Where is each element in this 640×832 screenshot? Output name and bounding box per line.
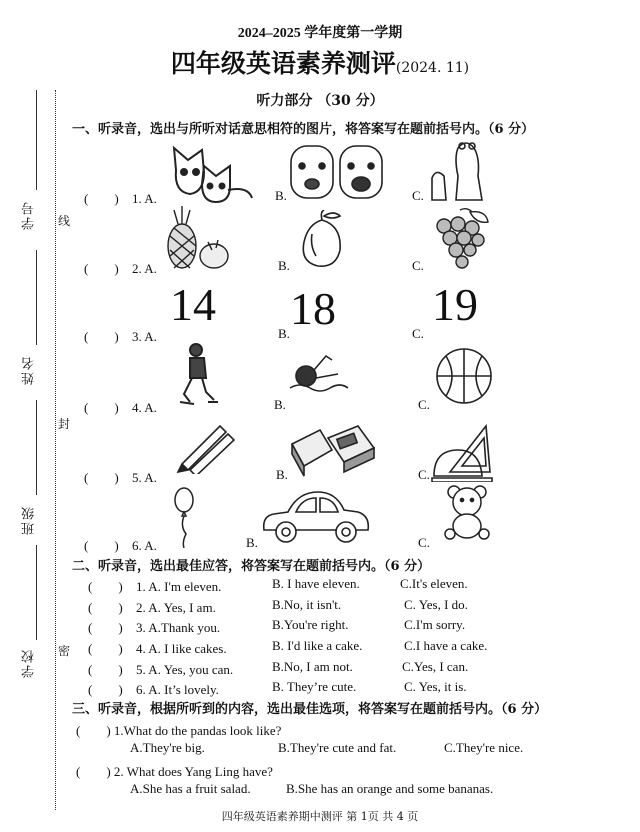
s3-question-1: ( ) 1.What do the pandas look like? [76, 723, 282, 738]
s1-question-5 [84, 467, 157, 486]
test-date: (2024. 11) [395, 60, 470, 76]
school-label: 学校 [22, 648, 37, 678]
answer-blank[interactable]: ( ) [88, 641, 123, 656]
class-label: 班级 [22, 505, 37, 535]
pencils-icon[interactable] [176, 420, 238, 474]
option-b: B. They’re cute. [272, 679, 357, 694]
title-text: 四年级英语素养测评 [170, 49, 396, 78]
option-b-label: B. [278, 258, 290, 273]
section-1-title: 一、听录音，选出与所听对话意思相符的图片，将答案写在题前括号内。（6 分） [72, 122, 535, 137]
answer-blank[interactable]: ( ) [88, 620, 123, 635]
cats-icon[interactable] [168, 140, 258, 204]
answer-blank[interactable]: ( ) [88, 662, 123, 677]
student-name-blank [36, 250, 37, 345]
q-num: 1. A. [132, 191, 157, 206]
option-a: 6. A. It’s lovely. [136, 682, 219, 697]
s3-q1-option-a: A.They're big. [130, 740, 205, 755]
mango-icon[interactable] [294, 210, 350, 270]
q-num: 2. A. [132, 261, 157, 276]
seal-mi: 密 [58, 644, 71, 658]
s1-question-6 [84, 535, 157, 554]
school-year: 2024–2025 学年度第一学期 [237, 26, 403, 41]
option-c-label: C. [418, 467, 430, 482]
car-icon[interactable] [258, 486, 372, 546]
s2-question-3 [88, 617, 220, 636]
number-19[interactable]: 19 [432, 279, 478, 330]
pineapple-icon[interactable] [160, 206, 234, 272]
answer-blank[interactable]: ( ) [84, 261, 119, 276]
answer-blank[interactable]: ( ) [84, 191, 119, 206]
answer-blank[interactable]: ( ) [84, 538, 119, 553]
option-b-label: B. [278, 326, 290, 341]
page-title [0, 44, 640, 80]
section-2-title: 二、听录音，选出最佳应答，将答案写在题前括号内。（6 分） [72, 559, 431, 574]
option-b: B. I'd like a cake. [272, 638, 363, 653]
answer-blank[interactable]: ( ) [84, 329, 119, 344]
grapes-icon[interactable] [430, 206, 494, 270]
s2-question-4 [88, 638, 227, 657]
s3-question-2: ( ) 2. What does Yang Ling have? [76, 764, 273, 779]
q-num: 3. A. [132, 329, 157, 344]
seal-dotted-line [55, 90, 56, 810]
s2-question-2 [88, 597, 216, 616]
seal-feng: 封 [58, 417, 71, 431]
student-number-label: 学号 [22, 200, 37, 230]
s1-question-3 [84, 326, 157, 345]
option-a: 2. A. Yes, I am. [136, 600, 216, 615]
s3-q1-option-c: C.They're nice. [444, 740, 524, 755]
q-num: 6. A. [132, 538, 157, 553]
option-b: B.No, it isn't. [272, 597, 342, 612]
s1-question-4 [84, 397, 157, 416]
balloon-icon[interactable] [172, 486, 196, 548]
seal-xian: 线 [58, 214, 71, 228]
option-c: C.It's eleven. [400, 576, 468, 591]
number-18[interactable]: 18 [290, 283, 336, 334]
option-c-label: C. [412, 188, 424, 203]
binding-margin [0, 0, 70, 832]
teddy-bear-icon[interactable] [440, 484, 494, 540]
s2-question-1 [88, 576, 221, 595]
answer-blank[interactable]: ( ) [88, 600, 123, 615]
option-c-label: C. [418, 397, 430, 412]
option-c: C. Yes, I do. [404, 597, 468, 612]
option-a: 5. A. Yes, you can. [136, 662, 234, 677]
s2-question-5 [88, 659, 233, 678]
s3-q2-option-a: A.She has a fruit salad. [130, 781, 251, 796]
bears-icon[interactable] [428, 136, 488, 202]
page-footer: 四年级英语素养期中测评 第 1页 共 4 页 [221, 810, 419, 823]
answer-blank[interactable]: ( ) [88, 579, 123, 594]
option-b: B. I have eleven. [272, 576, 360, 591]
option-b-label: B. [274, 397, 286, 412]
option-b: B.You're right. [272, 617, 349, 632]
option-c: C. Yes, it is. [404, 679, 467, 694]
hamsters-icon[interactable] [288, 138, 386, 202]
skater-icon[interactable] [176, 342, 220, 406]
basketball-icon[interactable] [434, 346, 494, 406]
s3-q2-option-b: B.She has an orange and some bananas. [286, 781, 494, 796]
swimmer-icon[interactable] [286, 352, 350, 396]
part-heading: 听力部分 （30 分） [256, 93, 384, 109]
section-3-title: 三、听录音，根据所听到的内容，选出最佳选项，将答案写在题前括号内。（6 分） [72, 702, 548, 717]
option-c: C.Yes, I can. [402, 659, 469, 674]
class-blank [36, 400, 37, 495]
answer-blank[interactable]: ( ) [84, 470, 119, 485]
option-b-label: B. [246, 535, 258, 550]
q-num: 4. A. [132, 400, 157, 415]
s1-question-1 [84, 188, 157, 207]
s2-question-6 [88, 679, 219, 698]
option-c-label: C. [412, 258, 424, 273]
option-b: B.No, I am not. [272, 659, 353, 674]
option-a: 1. A. I'm eleven. [136, 579, 222, 594]
erasers-icon[interactable] [288, 420, 378, 478]
option-c-label: C. [412, 326, 424, 341]
option-c: C.I'm sorry. [404, 617, 466, 632]
option-b-label: B. [275, 188, 287, 203]
s3-q1-option-b: B.They're cute and fat. [278, 740, 397, 755]
answer-blank[interactable]: ( ) [88, 682, 123, 697]
ruler-set-icon[interactable] [430, 420, 494, 482]
number-14[interactable]: 14 [170, 279, 216, 330]
option-a: 4. A. I like cakes. [136, 641, 227, 656]
q-num: 5. A. [132, 470, 157, 485]
option-c: C.I have a cake. [404, 638, 488, 653]
student-name-label: 姓名 [22, 355, 37, 385]
option-c-label: C. [418, 535, 430, 550]
s1-question-2 [84, 258, 157, 277]
option-b-label: B. [276, 467, 288, 482]
option-a: 3. A.Thank you. [136, 620, 221, 635]
answer-blank[interactable]: ( ) [84, 400, 119, 415]
school-blank [36, 545, 37, 640]
